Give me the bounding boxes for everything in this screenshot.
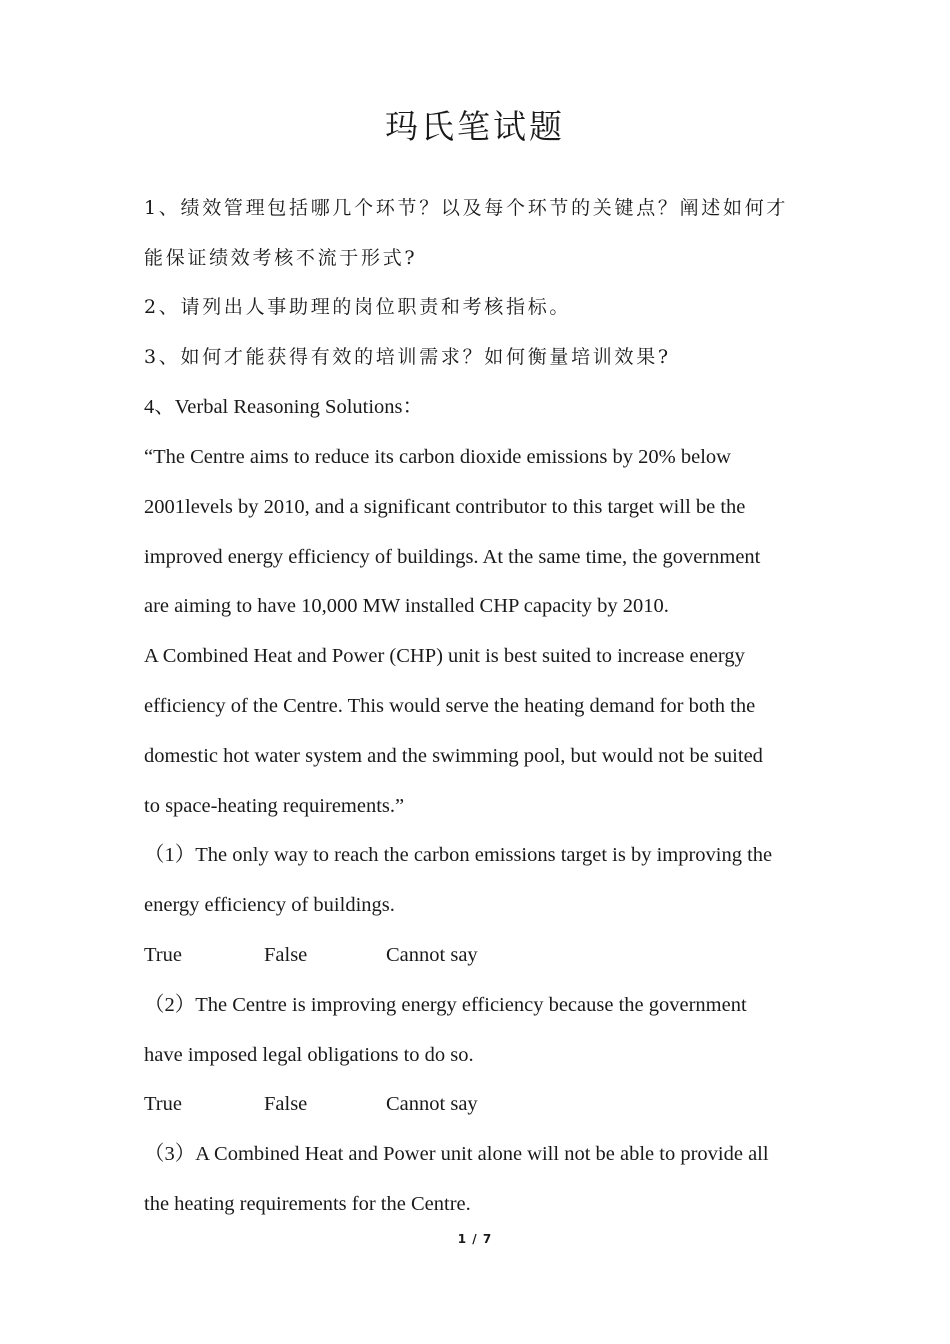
- question-2: 2、请列出人事助理的岗位职责和考核指标。: [144, 296, 572, 318]
- question-1-line-2: 能保证绩效考核不流于形式?: [144, 247, 418, 269]
- question-3: 3、如何才能获得有效的培训需求？如何衡量培训效果?: [144, 346, 671, 368]
- passage-line-3: improved energy efficiency of buildings. At the same time, the government: [144, 546, 761, 568]
- passage-line-8: to space-heating requirements.”: [144, 795, 405, 817]
- passage-line-2: 2001levels by 2010, and a significant contributor to this target will be the: [144, 496, 746, 518]
- passage-line-1: “The Centre aims to reduce its carbon dioxide emissions by 20% below: [144, 446, 731, 468]
- passage-line-5: A Combined Heat and Power (CHP) unit is best suited to increase energy: [144, 645, 745, 667]
- option-cannot-say: Cannot say: [386, 1093, 478, 1115]
- statement-1-options: [144, 940, 478, 970]
- passage-line-7: domestic hot water system and the swimming pool, but would not be suited: [144, 745, 763, 767]
- statement-2-options: [144, 1089, 478, 1119]
- question-4-heading: 4、Verbal Reasoning Solutions：: [144, 396, 424, 418]
- option-true: True: [144, 944, 182, 966]
- option-false: False: [264, 944, 308, 966]
- option-cannot-say: Cannot say: [386, 944, 478, 966]
- statement-3-line-2: the heating requirements for the Centre.: [144, 1193, 471, 1215]
- option-false: False: [264, 1093, 308, 1115]
- statement-3-line-1: （3）A Combined Heat and Power unit alone will not be able to provide all: [144, 1143, 769, 1165]
- passage-line-6: efficiency of the Centre. This would serve the heating demand for both the: [144, 695, 756, 717]
- page-number: 1 / 7: [457, 1232, 493, 1246]
- document-title: 玛氏笔试题: [385, 107, 565, 146]
- statement-2-line-2: have imposed legal obligations to do so.: [144, 1044, 474, 1066]
- statement-1-line-1: （1）The only way to reach the carbon emissions target is by improving the: [144, 844, 773, 866]
- statement-1-line-2: energy efficiency of buildings.: [144, 894, 395, 916]
- statement-2-line-1: （2）The Centre is improving energy efficiency because the government: [144, 994, 747, 1016]
- question-1-line-1: 1、绩效管理包括哪几个环节？以及每个环节的关键点？阐述如何才: [144, 197, 789, 219]
- passage-line-4: are aiming to have 10,000 MW installed CHP capacity by 2010.: [144, 595, 669, 617]
- option-true: True: [144, 1093, 182, 1115]
